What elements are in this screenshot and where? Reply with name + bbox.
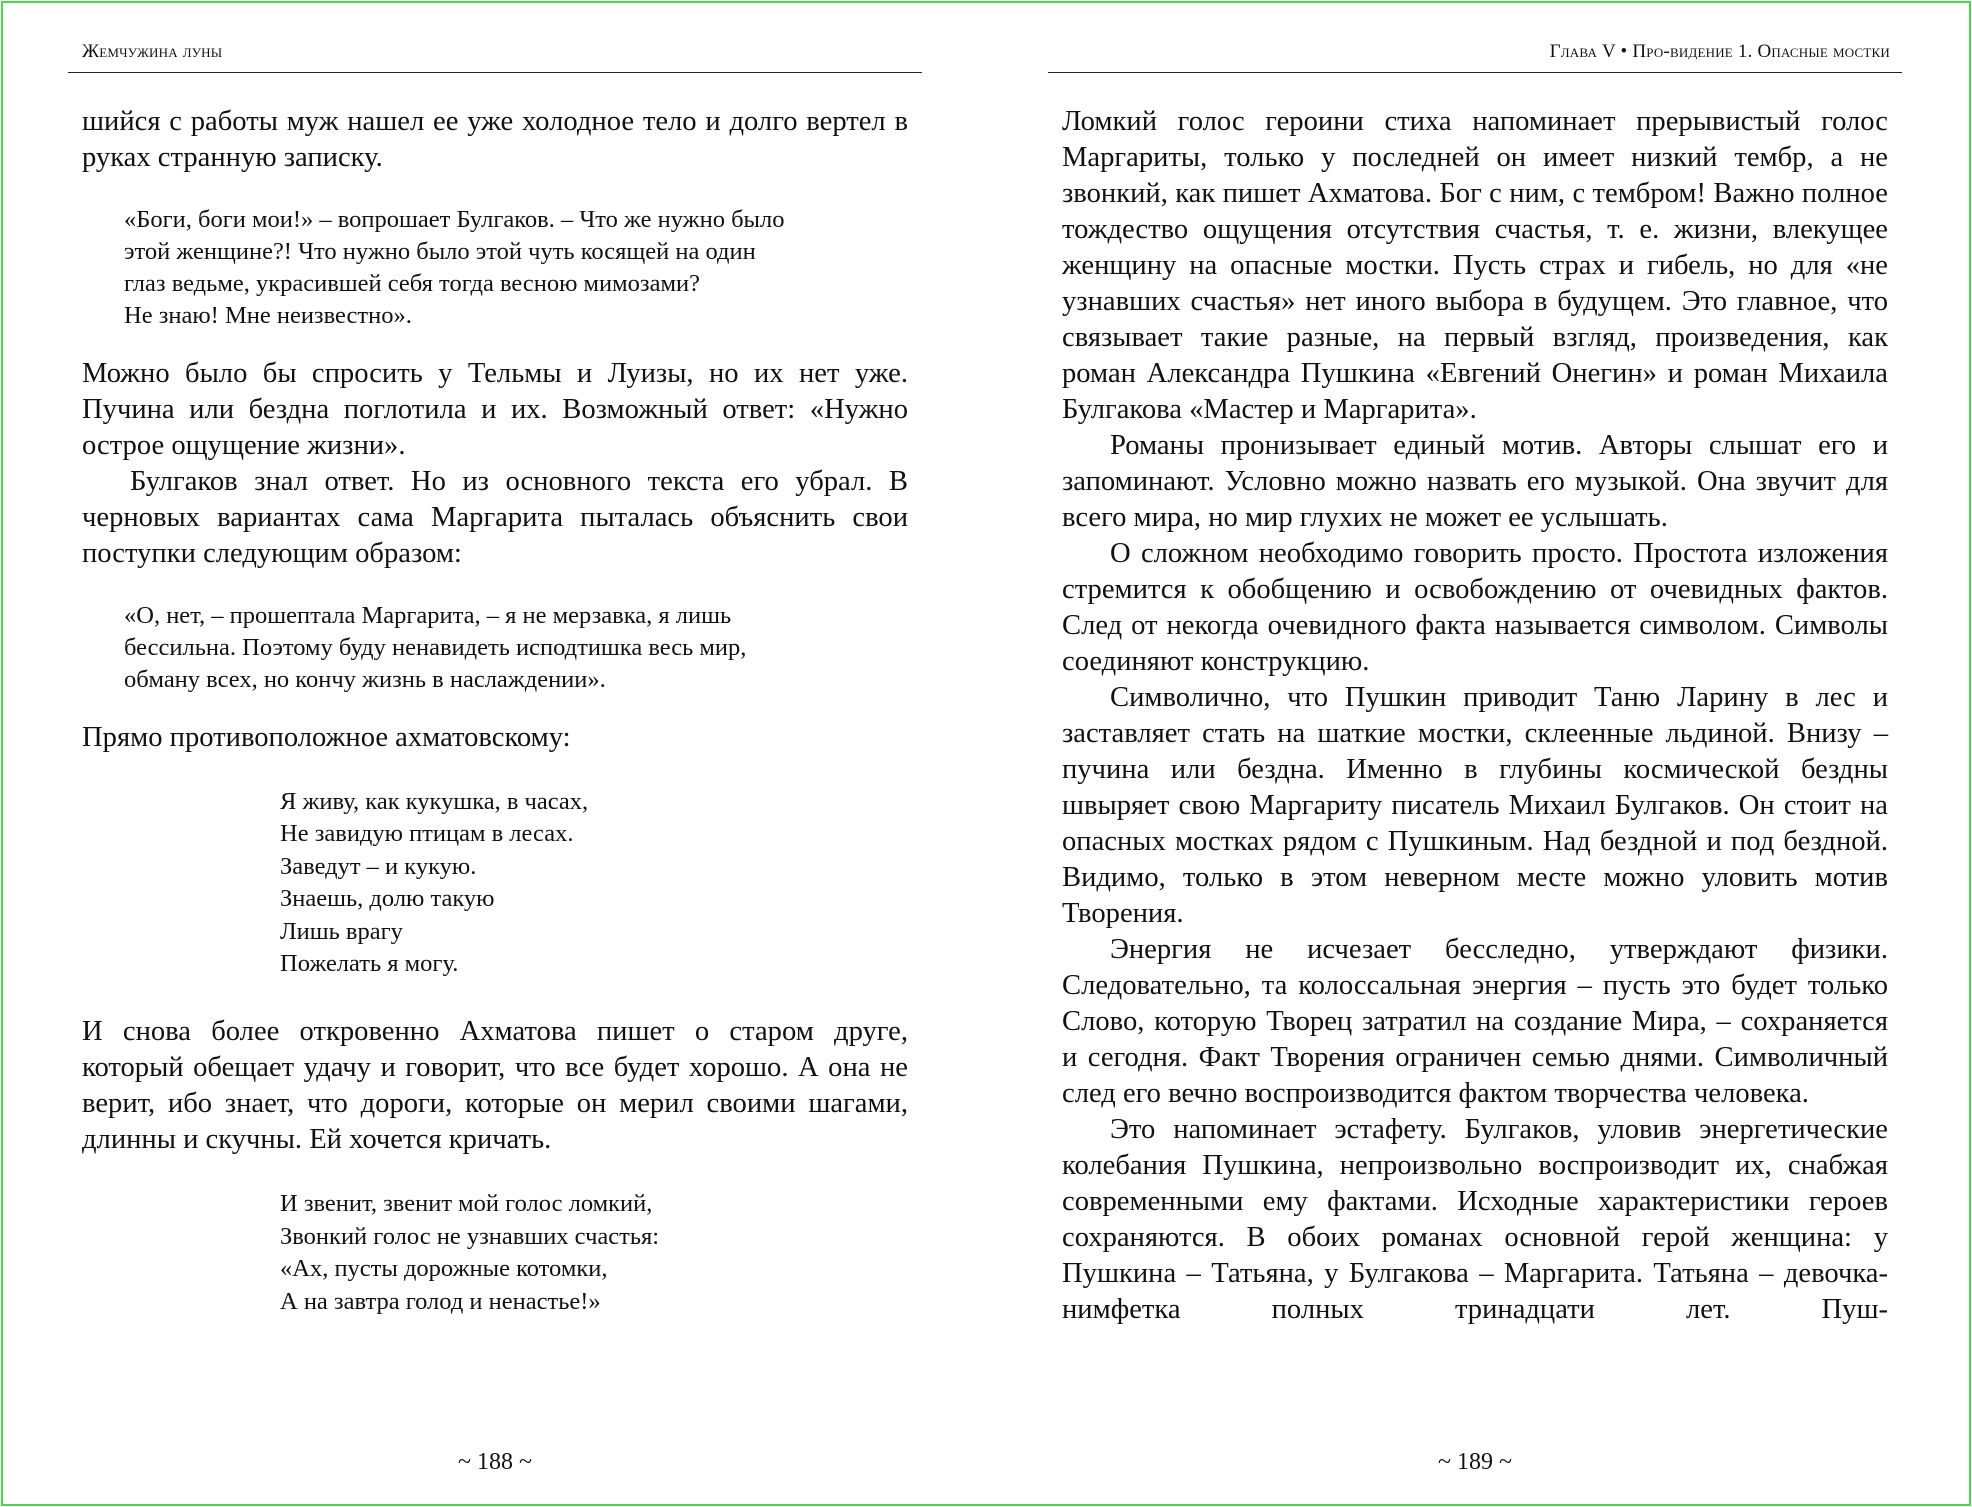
right-running-head-title: Глава V • Про-видение 1. Опасные мостки: [1549, 41, 1890, 62]
poem-line: Пожелать я могу.: [280, 950, 459, 978]
poem-line: Заведут – и кукую.: [280, 852, 477, 880]
poem-stanza: [280, 786, 908, 980]
page-number-right: ~ 189 ~: [1438, 1449, 1512, 1475]
paragraph: Можно было бы спросить у Тельмы и Луизы, но их нет уже. Пучина или бездна поглотила и их. Возможный ответ: «Нужно острое ощущение жизни».: [82, 358, 908, 461]
right-page: [1062, 0, 1888, 1507]
paragraph: шийся с работы муж нашел ее уже холодное тело и долго вертел в руках странную записку.: [82, 106, 908, 173]
paragraph: Это напоминает эстафету. Булгаков, уловив энергетические колебания Пушкина, непроизвольно воспроизводит их, снабжая современными ему фактами. Исходные характеристики героев сохраняются. В обоих романах основной герой женщина: у Пушкина – Татьяна, у Булгакова – Маргарита. Татьяна – девочка-нимфетка полных тринадцати лет. Пуш-: [1062, 1114, 1888, 1325]
quote-line: обману всех, но кончу жизнь в наслаждении».: [124, 666, 606, 693]
poem-line: Я живу, как кукушка, в часах,: [280, 788, 589, 815]
poem-line: Звонкий голос не узнавших счастья:: [280, 1222, 660, 1250]
paragraph: О сложном необходимо говорить просто. Простота изложения стремится к обобщению и освобождению от очевидных фактов. След от некогда очевидного факта называется символом. Символы соединяют конструкцию.: [1062, 538, 1888, 677]
page-number-left: ~ 188 ~: [458, 1449, 532, 1475]
poem-line: Знаешь, долю такую: [280, 885, 495, 913]
paragraph: Ломкий голос героини стиха напоминает прерывистый голос Маргариты, только у последней он имеет низкий тембр, а не звонкий, как пишет Ахматова. Бог с ним, с тембром! Важно полное тождество ощущения отсутствия счастья, т. е. жизни, влекущее женщину на опасные мостки. Пусть страх и гибель, но для «не узнавших счастья» нет иного выбора в будущем. Это главное, что связывает такие разные, на первый взгляд, произведения, как роман Александра Пушкина «Евгений Онегин» и роман Михаила Булгакова «Мастер и Маргарита».: [1062, 106, 1888, 425]
poem-line: «Ах, пусты дорожные котомки,: [280, 1255, 608, 1283]
block-quote: [124, 600, 908, 696]
poem-line: Не завидую птицам в лесах.: [280, 820, 574, 848]
block-quote: [124, 204, 908, 332]
paragraph: Романы пронизывает единый мотив. Авторы слышат его и запоминают. Условно можно назвать его музыкой. Она звучит для всего мира, но мир глухих не может ее услышать.: [1062, 430, 1888, 533]
poem-line: А на завтра голод и ненастье!»: [280, 1287, 601, 1315]
paragraph: Булгаков знал ответ. Но из основного текста его убрал. В черновых вариантах сама Маргарита пыталась объяснить свои поступки следующим образом:: [82, 466, 908, 569]
poem-line: Лишь врагу: [280, 917, 403, 945]
quote-line: бессильна. Поэтому буду ненавидеть исподтишка весь мир,: [124, 634, 747, 661]
quote-line: этой женщине?! Что нужно было этой чуть косящей на один: [124, 238, 756, 265]
quote-line: «Боги, боги мои!» – вопрошает Булгаков. – Что же нужно было: [124, 206, 785, 233]
poem-stanza: [280, 1188, 908, 1318]
paragraph: Энергия не исчезает бесследно, утверждают физики. Следовательно, та колоссальная энергия – пусть это будет только Слово, которую Творец затратил на создание Мира, – сохраняется и сегодня. Факт Творения ограничен семью днями. Символичный след его вечно воспроизводится фактом творчества человека.: [1062, 934, 1888, 1109]
quote-line: Не знаю! Мне неизвестно».: [124, 302, 412, 329]
poem-line: И звенит, звенит мой голос ломкий,: [280, 1190, 653, 1218]
paragraph: Прямо противоположное ахматовскому:: [82, 722, 571, 753]
quote-line: глаз ведьме, украсившей себя тогда весною мимозами?: [124, 270, 700, 297]
quote-line: «О, нет, – прошептала Маргарита, – я не мерзавка, я лишь: [124, 602, 732, 629]
paragraph: И снова более откровенно Ахматова пишет о старом друге, который обещает удачу и говорит, что все будет хорошо. А она не верит, ибо знает, что дороги, которые он мерил своими шагами, длинны и скучны. Ей хочется кричать.: [82, 1016, 908, 1156]
left-running-head: [68, 36, 922, 73]
left-page: [82, 0, 908, 1507]
right-running-head: [1048, 36, 1902, 73]
left-body-text: [82, 104, 908, 1352]
paragraph: Символично, что Пушкин приводит Таню Ларину в лес и заставляет стать на шаткие мостки, склеенные льдиной. Внизу – пучина или бездна. Именно в глубины космической бездны швыряет свою Маргариту писатель Михаил Булгаков. Он стоит на опасных мостках рядом с Пушкиным. Над бездной и под бездной. Видимо, только в этом неверном месте можно уловить мотив Творения.: [1062, 682, 1888, 929]
right-body-text: [1062, 104, 1888, 1328]
left-running-head-title: Жемчужина луны: [82, 41, 223, 62]
